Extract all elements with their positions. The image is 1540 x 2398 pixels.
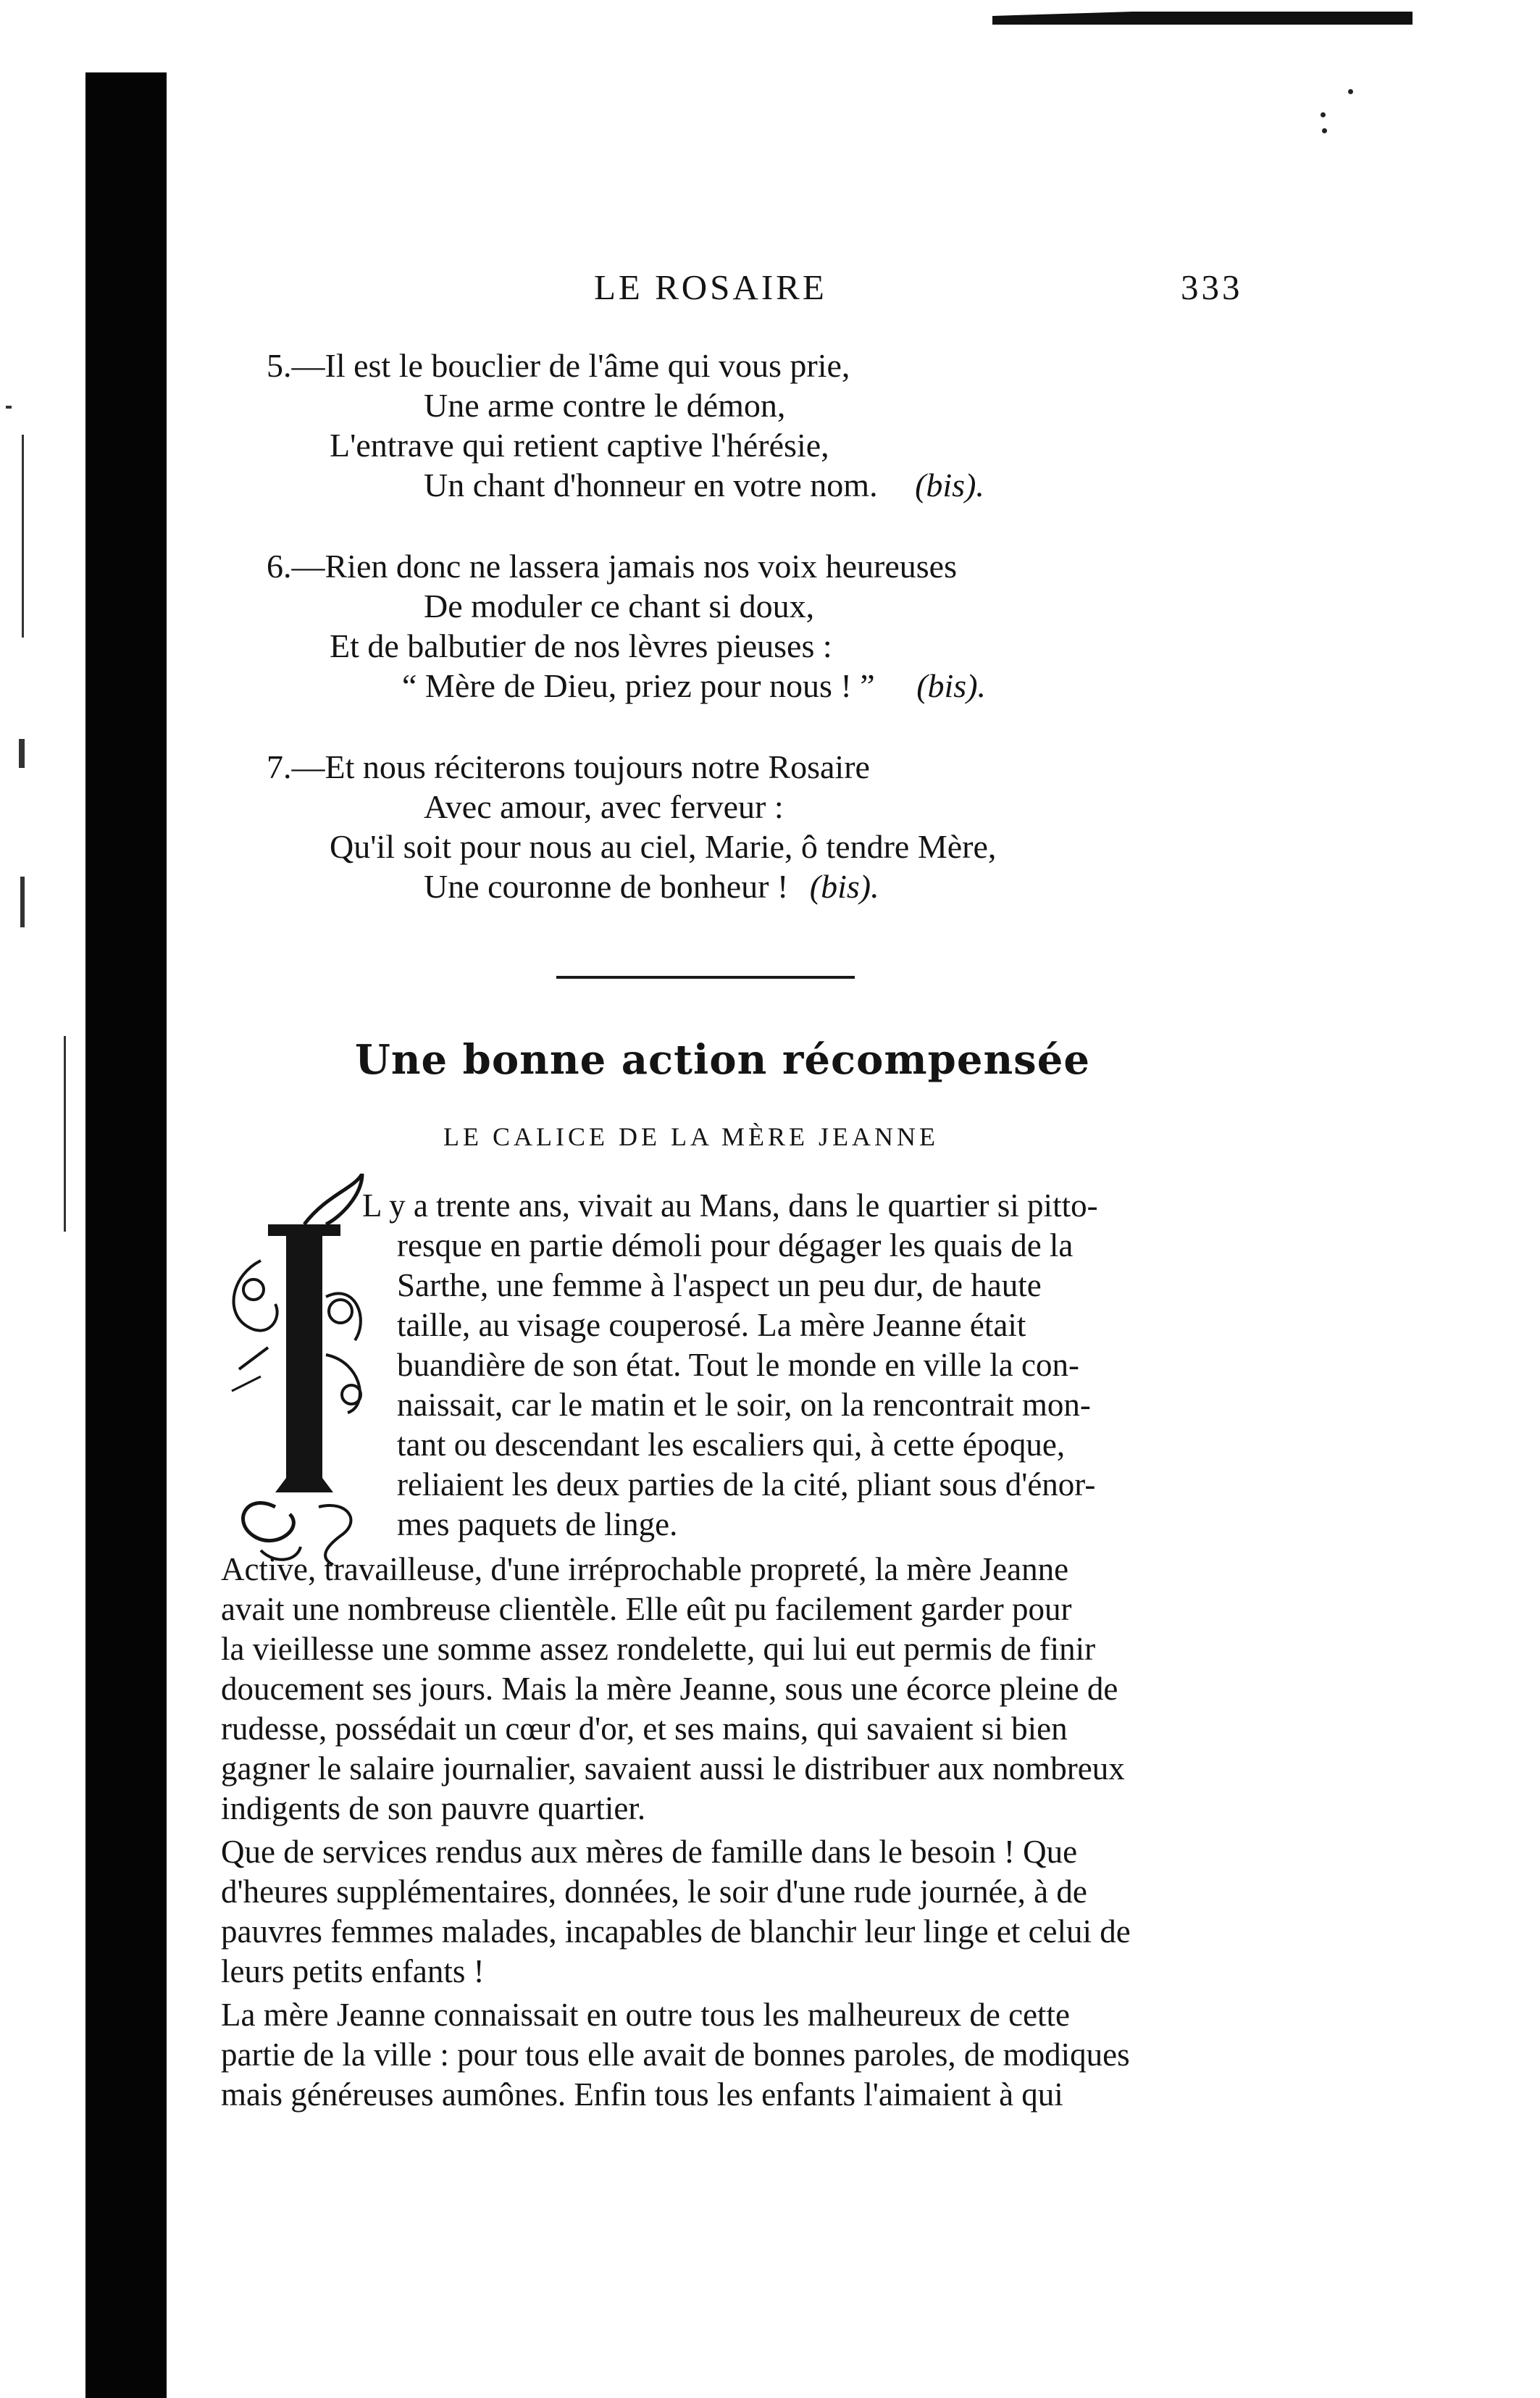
section-divider bbox=[556, 976, 855, 979]
verse-line: 7.—Et nous réciterons toujours notre Rosaire bbox=[267, 748, 870, 785]
body-line: avait une nombreuse clientèle. Elle eût pu facilement garder pour bbox=[221, 1591, 1072, 1627]
body-line: resque en partie démoli pour dégager les quais de la bbox=[397, 1227, 1074, 1263]
body-line: pauvres femmes malades, incapables de blanchir leur linge et celui de bbox=[221, 1913, 1131, 1950]
refrain-marker: (bis). bbox=[915, 467, 984, 504]
scan-binding-shadow bbox=[85, 72, 167, 2398]
verse-line bbox=[424, 867, 879, 906]
body-line: L y a trente ans, vivait au Mans, dans le quartier si pitto- bbox=[362, 1187, 1098, 1224]
body-line: indigents de son pauvre quartier. bbox=[221, 1790, 646, 1826]
body-line: reliaient les deux parties de la cité, pliant sous d'énor- bbox=[397, 1466, 1096, 1503]
verse-text: Un chant d'honneur en votre nom. bbox=[424, 467, 878, 504]
verse-text: Une couronne de bonheur ! bbox=[424, 868, 789, 905]
body-line: doucement ses jours. Mais la mère Jeanne, sous une écorce pleine de bbox=[221, 1671, 1118, 1707]
body-line: leurs petits enfants ! bbox=[221, 1953, 485, 1989]
body-line: buandière de son état. Tout le monde en ville la con- bbox=[397, 1347, 1079, 1383]
scan-margin-marks bbox=[0, 0, 80, 2398]
running-header bbox=[594, 267, 1246, 310]
verse-line: Avec amour, avec ferveur : bbox=[424, 788, 784, 825]
refrain-marker: (bis). bbox=[916, 667, 987, 704]
verse-line: 5.—Il est le bouclier de l'âme qui vous prie, bbox=[267, 347, 850, 384]
body-line: Sarthe, une femme à l'aspect un peu dur, de haute bbox=[397, 1267, 1042, 1303]
refrain-marker: (bis). bbox=[809, 868, 879, 905]
body-line: d'heures supplémentaires, données, le soir d'une rude journée, à de bbox=[221, 1873, 1087, 1910]
body-line: gagner le salaire journalier, savaient aussi le distribuer aux nombreux bbox=[221, 1750, 1125, 1787]
body-line: la vieillesse une somme assez rondelette, qui lui eut permis de finir bbox=[221, 1631, 1096, 1667]
scan-top-rule bbox=[992, 3, 1413, 25]
body-line: tant ou descendant les escaliers qui, à cette époque, bbox=[397, 1426, 1066, 1463]
body-line: rudesse, possédait un cœur d'or, et ses mains, qui savaient si bien bbox=[221, 1710, 1068, 1747]
running-title: LE ROSAIRE bbox=[594, 267, 827, 307]
verse-line: Et de balbutier de nos lèvres pieuses : bbox=[330, 627, 832, 664]
verse-line: De moduler ce chant si doux, bbox=[424, 588, 815, 624]
page-number: 333 bbox=[1181, 267, 1243, 307]
verse-text: “ Mère de Dieu, priez pour nous ! ” bbox=[402, 667, 875, 704]
body-line: Que de services rendus aux mères de famille dans le besoin ! Que bbox=[221, 1834, 1078, 1870]
verse-line: 6.—Rien donc ne lassera jamais nos voix heureuses bbox=[267, 548, 957, 585]
body-line: La mère Jeanne connaissait en outre tous les malheureux de cette bbox=[221, 1997, 1071, 2033]
verse-line bbox=[424, 466, 984, 504]
body-line: naissait, car le matin et le soir, on la rencontrait mon- bbox=[397, 1387, 1091, 1423]
body-line: taille, au visage couperosé. La mère Jeanne était bbox=[397, 1307, 1026, 1343]
body-line: mes paquets de linge. bbox=[397, 1506, 678, 1542]
body-line: partie de la ville : pour tous elle avait de bonnes paroles, de modiques bbox=[221, 2036, 1130, 2073]
verse-line: Une arme contre le démon, bbox=[424, 387, 786, 424]
verse-line: Qu'il soit pour nous au ciel, Marie, ô tendre Mère, bbox=[330, 828, 997, 865]
ornamental-drop-cap bbox=[217, 1174, 377, 1565]
article-subtitle: LE CALICE DE LA MÈRE JEANNE bbox=[443, 1122, 939, 1151]
body-line: mais généreuses aumônes. Enfin tous les enfants l'aimaient à qui bbox=[221, 2076, 1063, 2113]
scan-specks bbox=[1315, 83, 1358, 141]
article-title: Une bonne action récompensée bbox=[355, 1036, 1090, 1084]
body-line: Active, travailleuse, d'une irréprochable propreté, la mère Jeanne bbox=[221, 1551, 1069, 1587]
verse-line bbox=[402, 667, 986, 705]
verse-line: L'entrave qui retient captive l'hérésie, bbox=[330, 427, 829, 464]
